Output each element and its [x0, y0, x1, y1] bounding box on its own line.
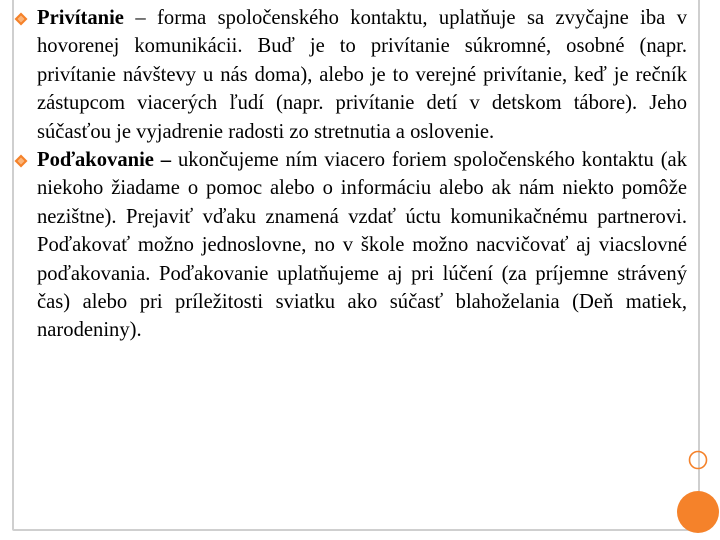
slide-content	[14, 4, 687, 345]
bullet-item-privitanie	[14, 4, 687, 146]
diamond-bullet-icon	[14, 12, 28, 26]
bullet-term: Poďakovanie –	[37, 149, 172, 172]
bullet-text: ukončujeme ním viacero foriem spoločenského kontaktu (ak niekoho žiadame o pomoc alebo o informáciu alebo ak nám niekto pomôže nezištne). Prejaviť vďaku znamená vzdať úctu komunikačnému partnerovi. Poďakovať možno jednoslovne, no v škole možno nacvičovať aj viacslovné poďakovania. Poďakovanie uplatňujeme aj pri lúčení (za príjemne strávený čas) alebo pri príležitosti sviatku ako súčasť blahoželania (Deň matiek, narodeniny).	[37, 149, 687, 342]
diamond-bullet-icon	[14, 154, 28, 168]
bullet-term: Privítanie	[37, 7, 124, 29]
decorative-circles	[660, 440, 720, 540]
small-ring-icon	[690, 452, 707, 469]
bullet-item-podakovanie	[14, 146, 687, 345]
bullet-text: – forma spoločenského kontaktu, uplatňuje sa zvyčajne iba v hovorenej komunikácii. Buď je to privítanie súkromné, osobné (napr. privítanie návštevy u nás doma), alebo je to verejné privítanie, keď je rečník zástupcom viacerých ľudí (napr. privítanie detí v detskom tábore). Jeho súčasťou je vyjadrenie radosti zo stretnutia a oslovenie.	[37, 7, 687, 143]
large-dot-icon	[677, 491, 719, 533]
